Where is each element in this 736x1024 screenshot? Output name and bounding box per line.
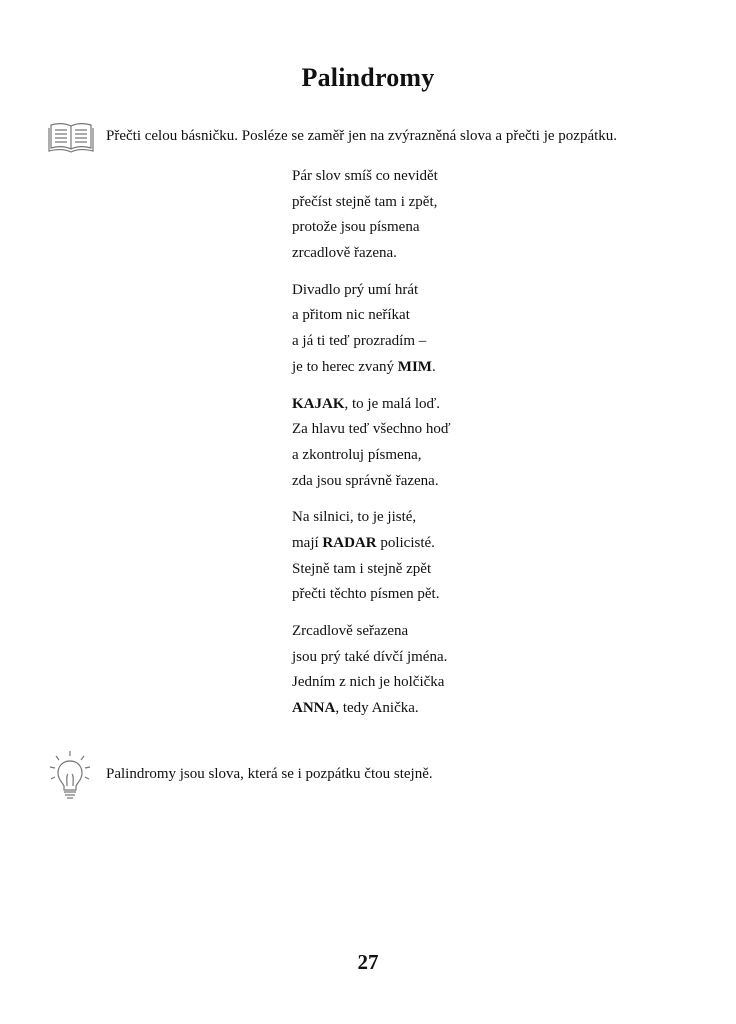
poem-line: Zrcadlově seřazena <box>292 623 409 639</box>
instruction-text: Přečti celou básničku. Posléze se zaměř jen na zvýrazněná slova a přečti je pozpátku. <box>106 128 618 144</box>
poem-line: a přitom nic neříkat <box>292 307 410 324</box>
palindrome-word: ANNA <box>292 700 336 717</box>
poem-line: Divadlo prý umí hrát <box>292 281 419 298</box>
palindrome-word: MIM <box>397 358 432 375</box>
stanza <box>292 507 451 610</box>
poem-line: Za hlavu teď všechno hoď <box>292 421 451 438</box>
poem-line: a já ti teď prozradím – <box>292 333 427 350</box>
poem-line: jsou prý také dívčí jména. <box>292 648 448 665</box>
poem-line: Jedním z nich je holčička <box>292 674 445 691</box>
page-number: 27 <box>357 950 379 974</box>
lightbulb-icon <box>47 749 93 801</box>
poem-line <box>292 394 451 420</box>
poem-line: zda jsou správně řazena. <box>292 472 439 489</box>
poem-line <box>292 533 451 559</box>
line-text: policisté. <box>376 534 435 551</box>
line-text: je to herec zvaný <box>292 358 398 375</box>
stanza <box>292 621 451 724</box>
line-text: mají <box>292 534 323 551</box>
line-text: . <box>431 358 436 375</box>
line-text: , to je malá loď. <box>344 395 441 412</box>
page-title: Palindromy <box>301 63 435 92</box>
poem <box>292 166 451 735</box>
stanza <box>292 166 451 269</box>
stanza <box>292 280 451 383</box>
poem-line: přečti těchto písmen pět. <box>292 586 440 603</box>
palindrome-word: RADAR <box>322 534 377 551</box>
poem-line: Na silnici, to je jisté, <box>292 509 417 526</box>
stanza <box>292 394 451 497</box>
poem-line: a zkontroluj písmena, <box>292 446 422 463</box>
tip-text: Palindromy jsou slova, která se i pozpátku čtou stejně. <box>106 766 433 782</box>
open-book-icon <box>48 121 94 153</box>
poem-line: protože jsou písmena <box>292 219 420 236</box>
poem-line <box>292 357 451 383</box>
line-text: , tedy Anička. <box>335 700 419 717</box>
poem-line: Pár slov smíš co nevidět <box>292 168 438 184</box>
poem-line: přečíst stejně tam i zpět, <box>292 193 438 210</box>
poem-line: zrcadlově řazena. <box>292 245 397 262</box>
poem-line <box>292 698 451 724</box>
poem-line: Stejně tam i stejně zpět <box>292 560 432 577</box>
palindrome-word: KAJAK <box>292 395 345 412</box>
